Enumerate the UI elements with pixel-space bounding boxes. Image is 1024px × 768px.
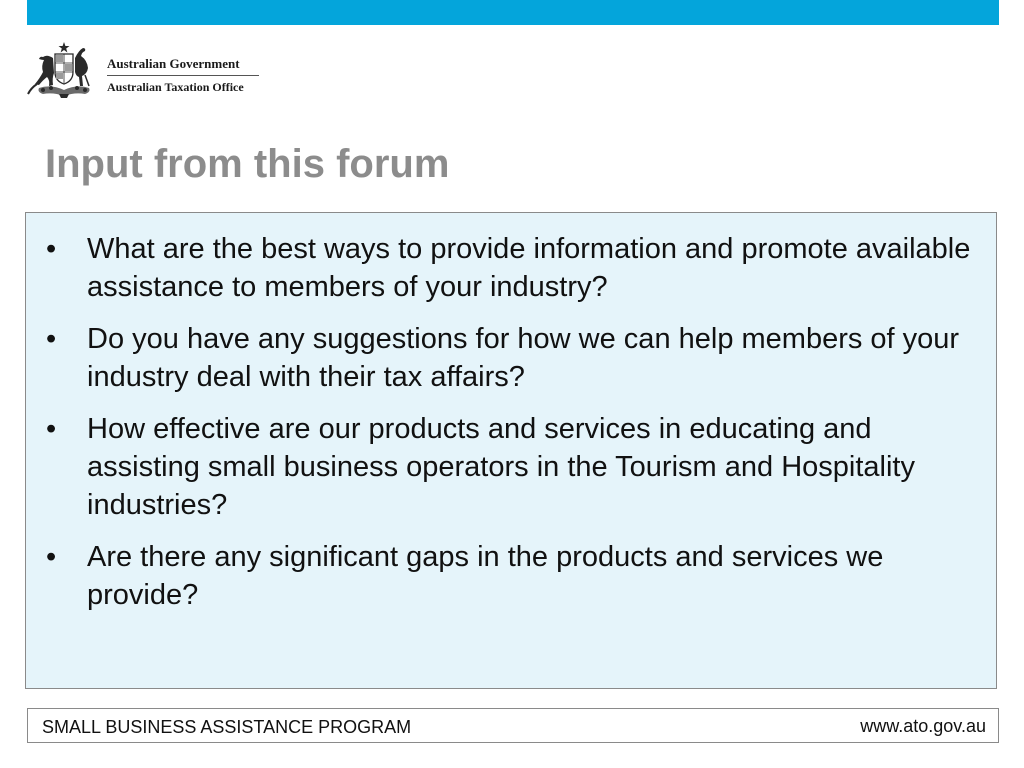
bullet-marker: • [46, 413, 57, 445]
slide-title: Input from this forum [45, 142, 450, 186]
bullet-list [46, 230, 981, 628]
bullet-marker: • [46, 323, 57, 355]
bullet-marker: • [46, 233, 57, 265]
footer-program-name: SMALL BUSINESS ASSISTANCE PROGRAM [42, 717, 412, 737]
bullet-marker: • [46, 541, 57, 573]
bullet-item-3 [46, 410, 981, 524]
footer-website-link[interactable]: www.ato.gov.au [860, 716, 986, 736]
ato-logo [25, 40, 261, 100]
header-bar [27, 0, 999, 25]
bullet-item-2 [46, 320, 981, 396]
footer [27, 708, 999, 743]
logo-divider [107, 75, 259, 76]
logo-text [107, 56, 259, 94]
bullet-text: How effective are our products and services in educating and assisting small business operators in the Tourism and Hospitality industries? [87, 413, 915, 521]
bullet-text: Do you have any suggestions for how we can help members of your industry deal with their tax affairs? [87, 323, 960, 393]
bullet-text: What are the best ways to provide information and promote available assistance to members of your industry? [87, 233, 971, 303]
bullet-item-1 [46, 230, 981, 306]
logo-government-name: Australian Government [107, 56, 240, 71]
bullet-item-4 [46, 538, 981, 614]
bullet-text: Are there any significant gaps in the products and services we provide? [87, 541, 884, 611]
content-box [25, 212, 997, 689]
commonwealth-coat-of-arms-icon [25, 40, 103, 100]
logo-agency-name: Australian Taxation Office [107, 80, 244, 94]
